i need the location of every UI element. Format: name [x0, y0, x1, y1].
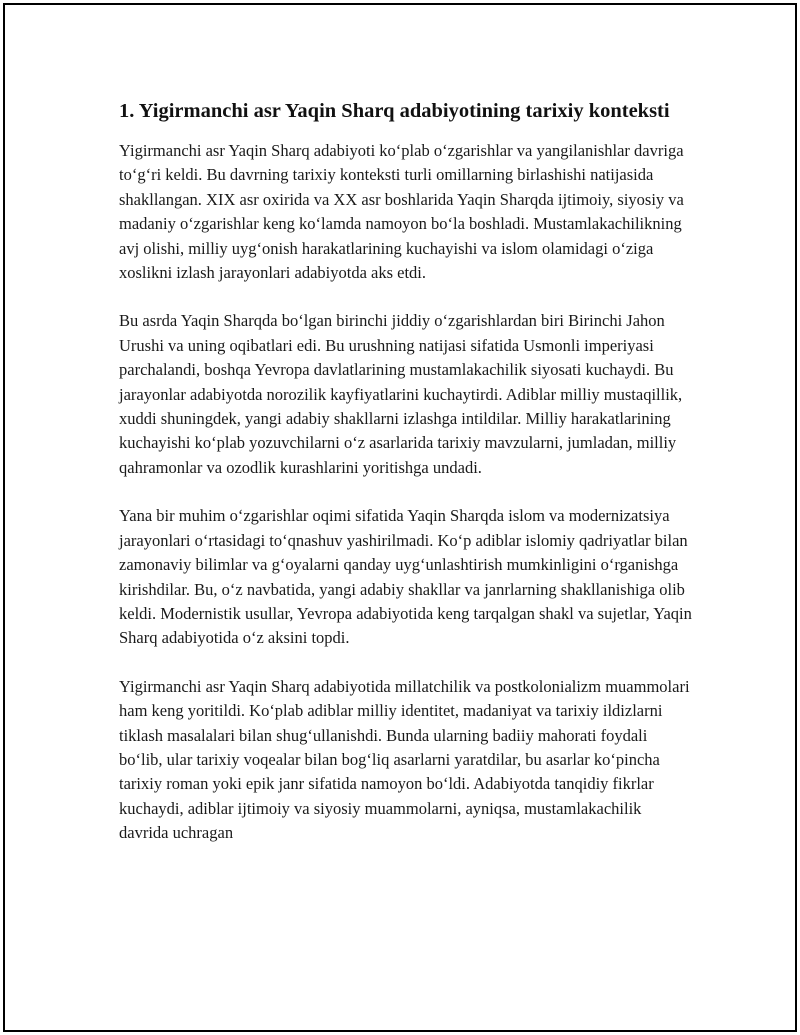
paragraph-2: Bu asrda Yaqin Sharqda bo‘lgan birinchi jiddiy o‘zgarishlardan biri Birinchi Jahon Urushi va uning oqibatlari edi. Bu urushning natijasi sifatida Usmonli imperiyasi parchalandi, boshqa Yevropa davlatlarining mustamlakachilik siyosati kuchaydi. Bu jarayonlar adabiyotda norozilik kayfiyatlarini kuchaytirdi. Adiblar milliy mustaqillik, xuddi shuningdek, yangi adabiy shakllarni izlashga intildilar. Milliy harakatlarining kuchayishi ko‘plab yozuvchilarni o‘z asarlarida tarixiy mavzularni, jumladan, milliy qahramonlar va ozodlik kurashlarini yoritishga undadi. — [119, 311, 683, 477]
document-body — [119, 98, 694, 870]
section-heading: 1. Yigirmanchi asr Yaqin Sharq adabiyotining tarixiy konteksti — [119, 100, 670, 122]
paragraph-4: Yigirmanchi asr Yaqin Sharq adabiyotida millatchilik va postkolonializm muammolari ham keng yoritildi. Ko‘plab adiblar milliy identitet, madaniyat va tarixiy ildizlarni tiklash masalalari bilan shug‘ullanishdi. Bunda ularning badiiy mahorati foydali bo‘lib, ular tarixiy voqealar bilan bog‘liq asarlarni yaratdilar, bu asarlar ko‘pincha tarixiy roman yoki epik janr sifatida namoyon bo‘ldi. Adabiyotda tanqidiy fikrlar kuchaydi, adiblar ijtimoiy va siyosiy muammolarni, ayniqsa, mustamlakachilik davrida uchragan — [119, 676, 690, 843]
document-page — [3, 3, 797, 1032]
paragraph-1: Yigirmanchi asr Yaqin Sharq adabiyoti ko‘plab o‘zgarishlar va yangilanishlar davriga to‘g‘ri keldi. Bu davrning tarixiy konteksti turli omillarning birlashishi natijasida shakllangan. XIX asr oxirida va XX asr boshlarida Yaqin Sharqda ijtimoiy, siyosiy va madaniy o‘zgarishlar keng ko‘lamda namoyon bo‘la boshladi. Mustamlakachilikning avj olishi, milliy uyg‘onish harakatlarining kuchayishi va islom olamidagi o‘ziga xoslikni izlash jarayonlari adabiyotda aks etdi. — [119, 141, 684, 283]
paragraph-3: Yana bir muhim o‘zgarishlar oqimi sifatida Yaqin Sharqda islom va modernizatsiya jarayonlari o‘rtasidagi to‘qnashuv yashirilmadi. Ko‘p adiblar islomiy qadriyatlar bilan zamonaviy bilimlar va g‘oyalarni qanday uyg‘unlashtirish mumkinligini o‘rganishga kirishdilar. Bu, o‘z navbatida, yangi adabiy shakllar va janrlarning shakllanishiga olib keldi. Modernistik usullar, Yevropa adabiyotida keng tarqalgan shakl va sujetlar, Yaqin Sharq adabiyotida o‘z aksini topdi. — [119, 506, 692, 648]
